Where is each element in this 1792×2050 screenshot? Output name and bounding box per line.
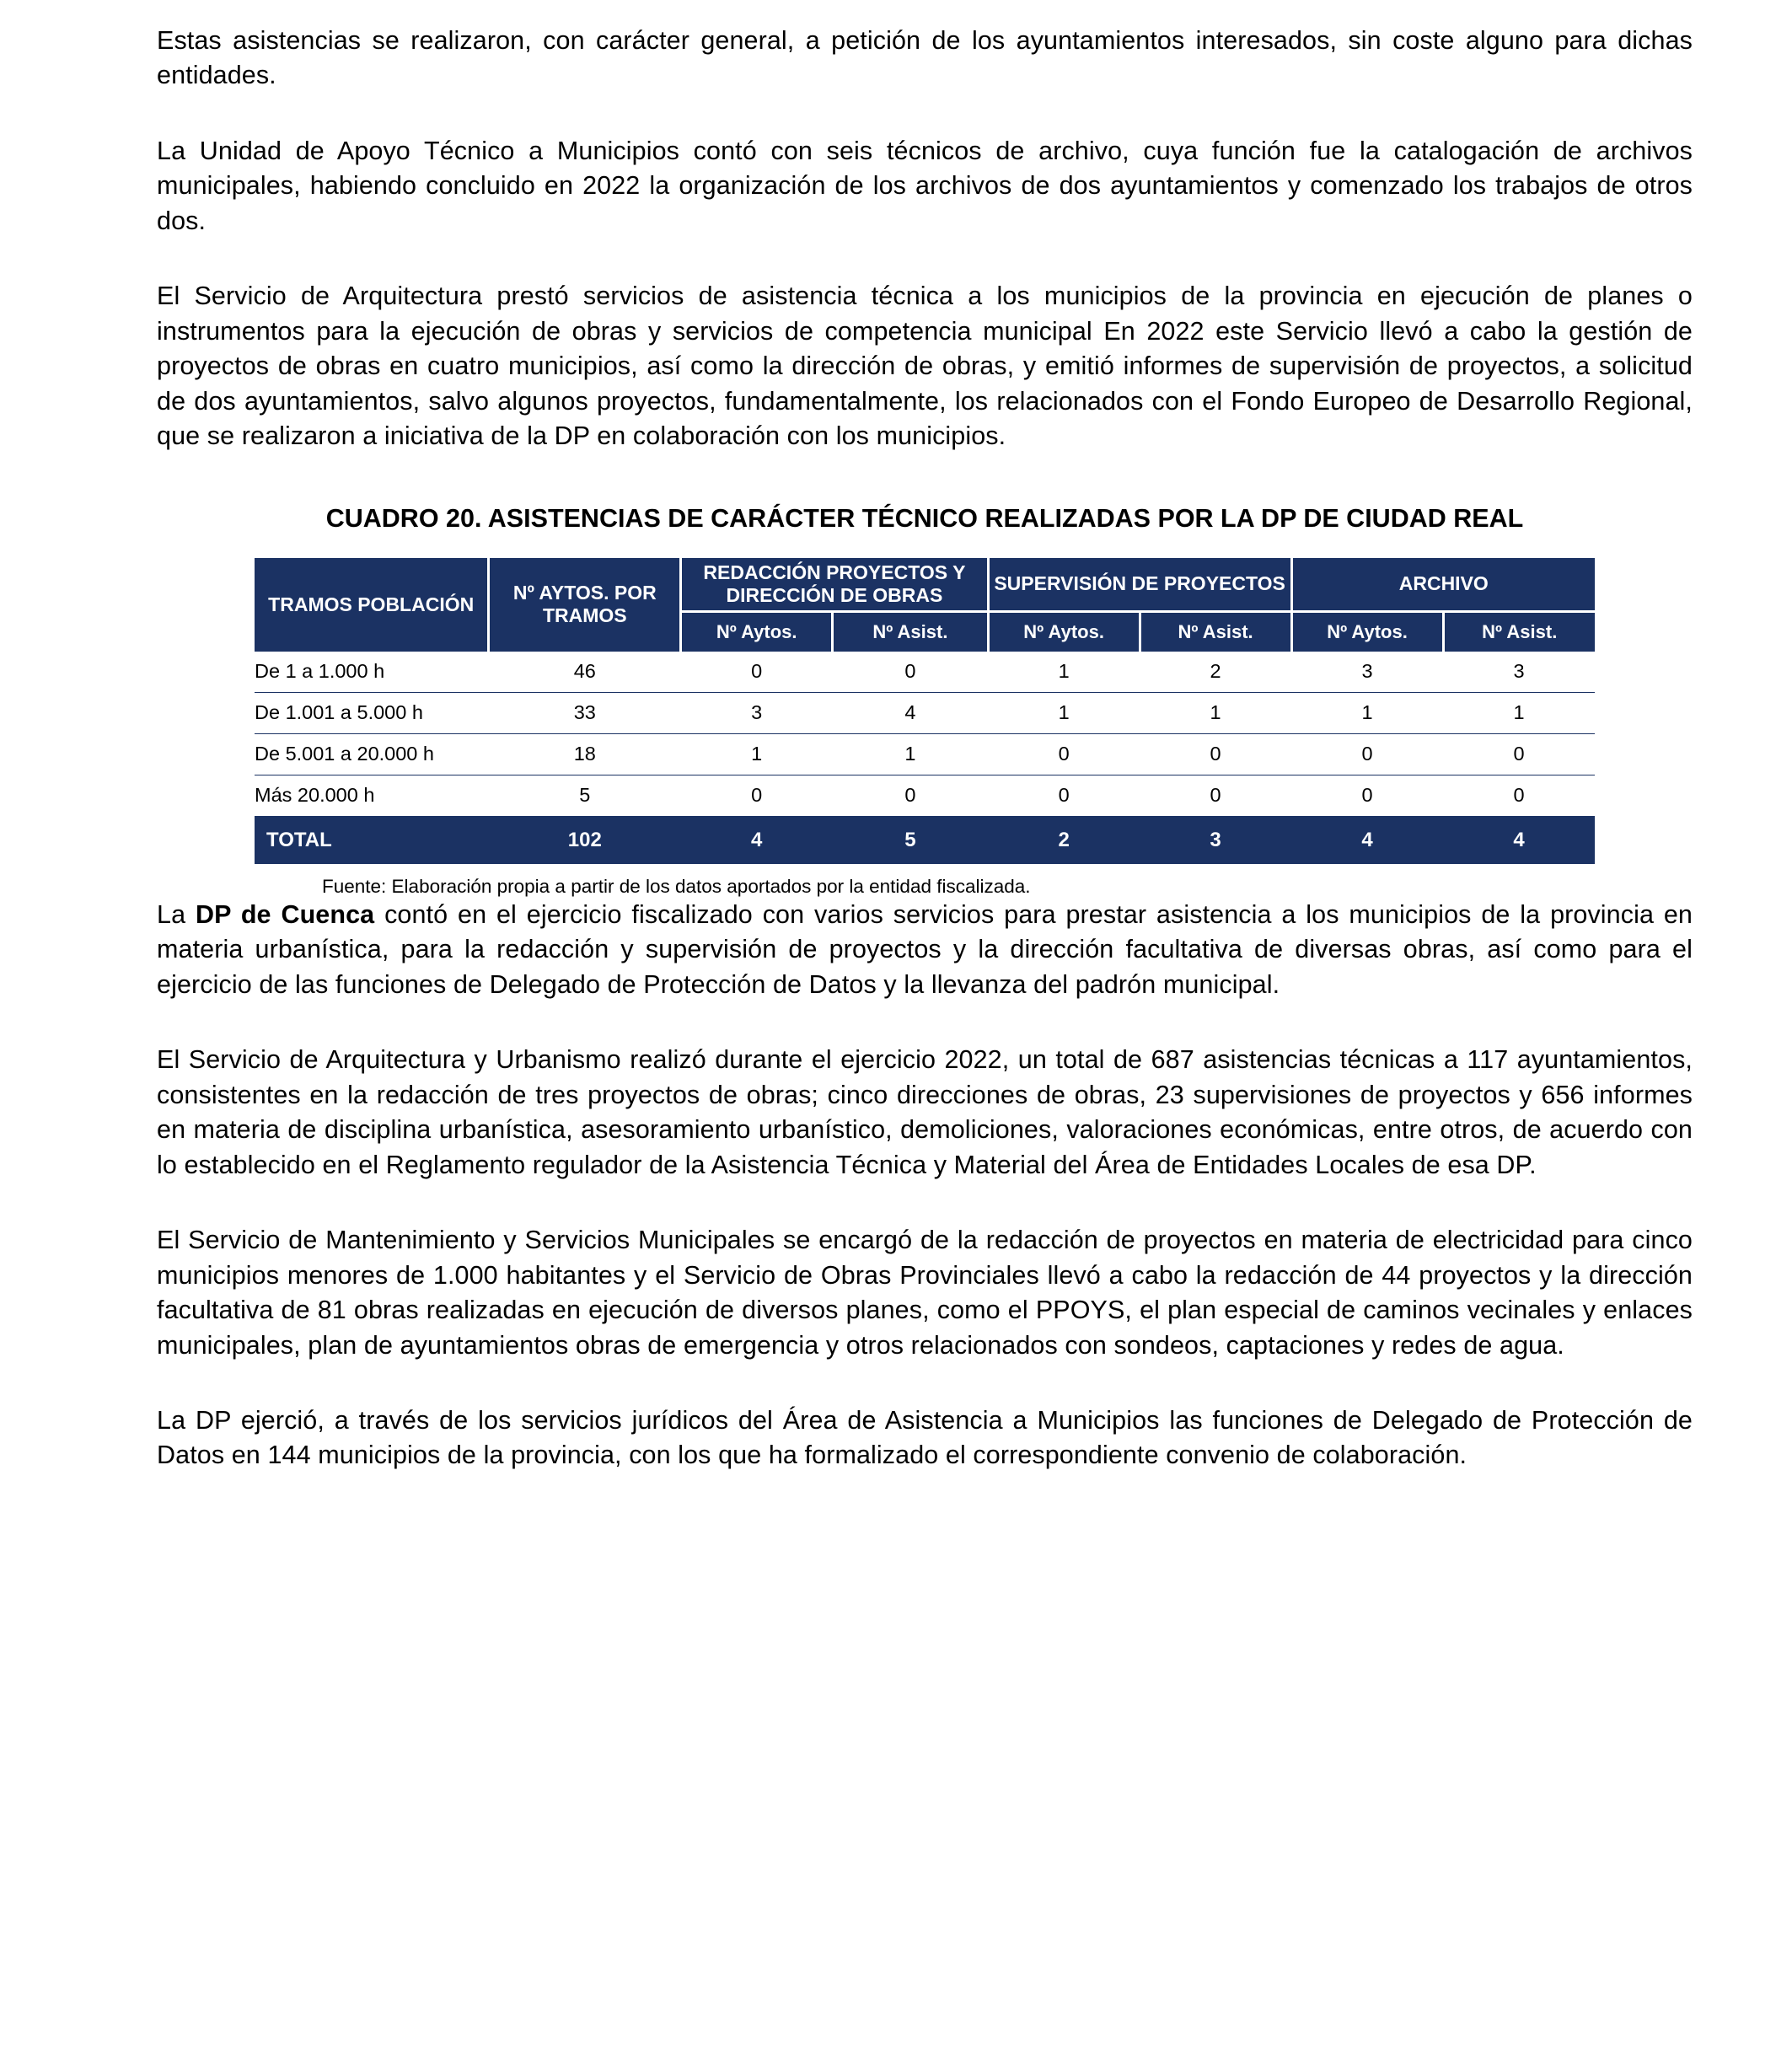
cell-arch-aytos: 3	[1291, 652, 1443, 693]
header-tramos-poblacion: TRAMOS POBLACIÓN	[255, 558, 489, 652]
table-title: CUADRO 20. ASISTENCIAS DE CARÁCTER TÉCNICO REALIZADAS POR LA DP DE CIUDAD REAL	[325, 503, 1524, 533]
cell-sup-aytos: 1	[988, 652, 1140, 693]
header-group-archivo: ARCHIVO	[1291, 558, 1595, 612]
header-archivo-aytos: Nº Aytos.	[1291, 611, 1443, 652]
cell-aytos-tramo: 33	[489, 692, 681, 733]
table-row	[255, 775, 1595, 816]
cell-red-asist: 1	[833, 733, 989, 775]
cell-sup-aytos: 1	[988, 692, 1140, 733]
cell-arch-aytos: 0	[1291, 775, 1443, 816]
cell-sup-asist: 1	[1140, 692, 1291, 733]
cell-sup-asist: 0	[1140, 733, 1291, 775]
cell-red-asist: 0	[833, 652, 989, 693]
cell-label: De 1 a 1.000 h	[255, 652, 489, 693]
cell-arch-asist: 1	[1443, 692, 1595, 733]
cell-arch-aytos: 0	[1291, 733, 1443, 775]
table-source-note: Fuente: Elaboración propia a partir de los datos aportados por la entidad fiscalizada.	[322, 875, 1031, 897]
cell-red-asist: 0	[833, 775, 989, 816]
asistencias-table	[255, 558, 1595, 864]
paragraph-4	[157, 898, 1693, 1002]
header-num-aytos-tramos: Nº AYTOS. POR TRAMOS	[489, 558, 681, 652]
cell-arch-asist: 0	[1443, 733, 1595, 775]
cell-total-red-asist: 5	[833, 816, 989, 864]
paragraph-4-bold: DP de Cuenca	[195, 899, 375, 929]
paragraph-4-post: contó en el ejercicio fiscalizado con varios servicios para prestar asistencia a los municipios de la provincia en materia urbanística, para la redacción y supervisión de proyectos y la dirección facultativa de diversas obras, así como para el ejercicio de las funciones de Delegado de Protección de Datos y la llevanza del padrón municipal.	[157, 899, 1693, 999]
cell-red-aytos: 0	[681, 652, 833, 693]
cell-sup-asist: 0	[1140, 775, 1291, 816]
cell-total-label: TOTAL	[255, 816, 489, 864]
paragraph-1: Estas asistencias se realizaron, con carácter general, a petición de los ayuntamientos interesados, sin coste alguno para dichas entidades.	[157, 26, 1693, 90]
cell-total-red-aytos: 4	[681, 816, 833, 864]
cell-arch-asist: 3	[1443, 652, 1595, 693]
header-redaccion-aytos: Nº Aytos.	[681, 611, 833, 652]
paragraph-6: El Servicio de Mantenimiento y Servicios Municipales se encargó de la redacción de proyectos en materia de electricidad para cinco municipios menores de 1.000 habitantes y el Servicio de Obras Provinciales llevó a cabo la redacción de 44 proyectos y la dirección facultativa de 81 obras realizadas en ejecución de diversos planes, como el PPOYS, el plan especial de caminos vecinales y enlaces municipales, plan de ayuntamientos obras de emergencia y otros relacionados con sondeos, captaciones y redes de agua.	[157, 1226, 1693, 1360]
cell-aytos-tramo: 18	[489, 733, 681, 775]
header-group-redaccion: REDACCIÓN PROYECTOS Y DIRECCIÓN DE OBRAS	[681, 558, 988, 612]
header-supervision-aytos: Nº Aytos.	[988, 611, 1140, 652]
cell-sup-asist: 2	[1140, 652, 1291, 693]
cell-total-aytos-tramo: 102	[489, 816, 681, 864]
table-row	[255, 733, 1595, 775]
table-total-row	[255, 816, 1595, 864]
cell-red-aytos: 3	[681, 692, 833, 733]
paragraph-4-pre: La	[157, 899, 196, 929]
cell-sup-aytos: 0	[988, 733, 1140, 775]
cell-label: Más 20.000 h	[255, 775, 489, 816]
cell-total-arch-aytos: 4	[1291, 816, 1443, 864]
table-header-row-main	[255, 558, 1595, 612]
cell-sup-aytos: 0	[988, 775, 1140, 816]
cell-label: De 5.001 a 20.000 h	[255, 733, 489, 775]
cell-total-sup-asist: 3	[1140, 816, 1291, 864]
cell-red-aytos: 1	[681, 733, 833, 775]
cell-arch-asist: 0	[1443, 775, 1595, 816]
cell-red-asist: 4	[833, 692, 989, 733]
cell-aytos-tramo: 46	[489, 652, 681, 693]
header-group-supervision: SUPERVISIÓN DE PROYECTOS	[988, 558, 1291, 612]
paragraph-3: El Servicio de Arquitectura prestó servicios de asistencia técnica a los municipios de la provincia en ejecución de planes o instrumentos para la ejecución de obras y servicios de competencia municipal En 2022 este Servicio llevó a cabo la gestión de proyectos de obras en cuatro municipios, así como la dirección de obras, y emitió informes de supervisión de proyectos, a solicitud de dos ayuntamientos, salvo algunos proyectos, fundamentalmente, los relacionados con el Fondo Europeo de Desarrollo Regional, que se realizaron a iniciativa de la DP en colaboración con los municipios.	[157, 282, 1693, 451]
cell-red-aytos: 0	[681, 775, 833, 816]
cell-aytos-tramo: 5	[489, 775, 681, 816]
cell-total-arch-asist: 4	[1443, 816, 1595, 864]
table-row	[255, 692, 1595, 733]
cell-total-sup-aytos: 2	[988, 816, 1140, 864]
header-archivo-asist: Nº Asist.	[1443, 611, 1595, 652]
paragraph-2: La Unidad de Apoyo Técnico a Municipios contó con seis técnicos de archivo, cuya función fue la catalogación de archivos municipales, habiendo concluido en 2022 la organización de los archivos de dos ayuntamientos y comenzado los trabajos de otros dos.	[157, 136, 1693, 235]
cell-label: De 1.001 a 5.000 h	[255, 692, 489, 733]
header-redaccion-asist: Nº Asist.	[833, 611, 989, 652]
header-supervision-asist: Nº Asist.	[1140, 611, 1291, 652]
cell-arch-aytos: 1	[1291, 692, 1443, 733]
paragraph-5: El Servicio de Arquitectura y Urbanismo realizó durante el ejercicio 2022, un total de 687 asistencias técnicas a 117 ayuntamientos, consistentes en la redacción de tres proyectos de obras; cinco direcciones de obras, 23 supervisiones de proyectos y 656 informes en materia de disciplina urbanística, asesoramiento urbanístico, demoliciones, valoraciones económicas, entre otros, de acuerdo con lo establecido en el Reglamento regulador de la Asistencia Técnica y Material del Área de Entidades Locales de esa DP.	[157, 1045, 1693, 1179]
paragraph-7: La DP ejerció, a través de los servicios jurídicos del Área de Asistencia a Municipios las funciones de Delegado de Protección de Datos en 144 municipios de la provincia, con los que ha formalizado el correspondiente convenio de colaboración.	[157, 1406, 1693, 1470]
table-row	[255, 652, 1595, 693]
